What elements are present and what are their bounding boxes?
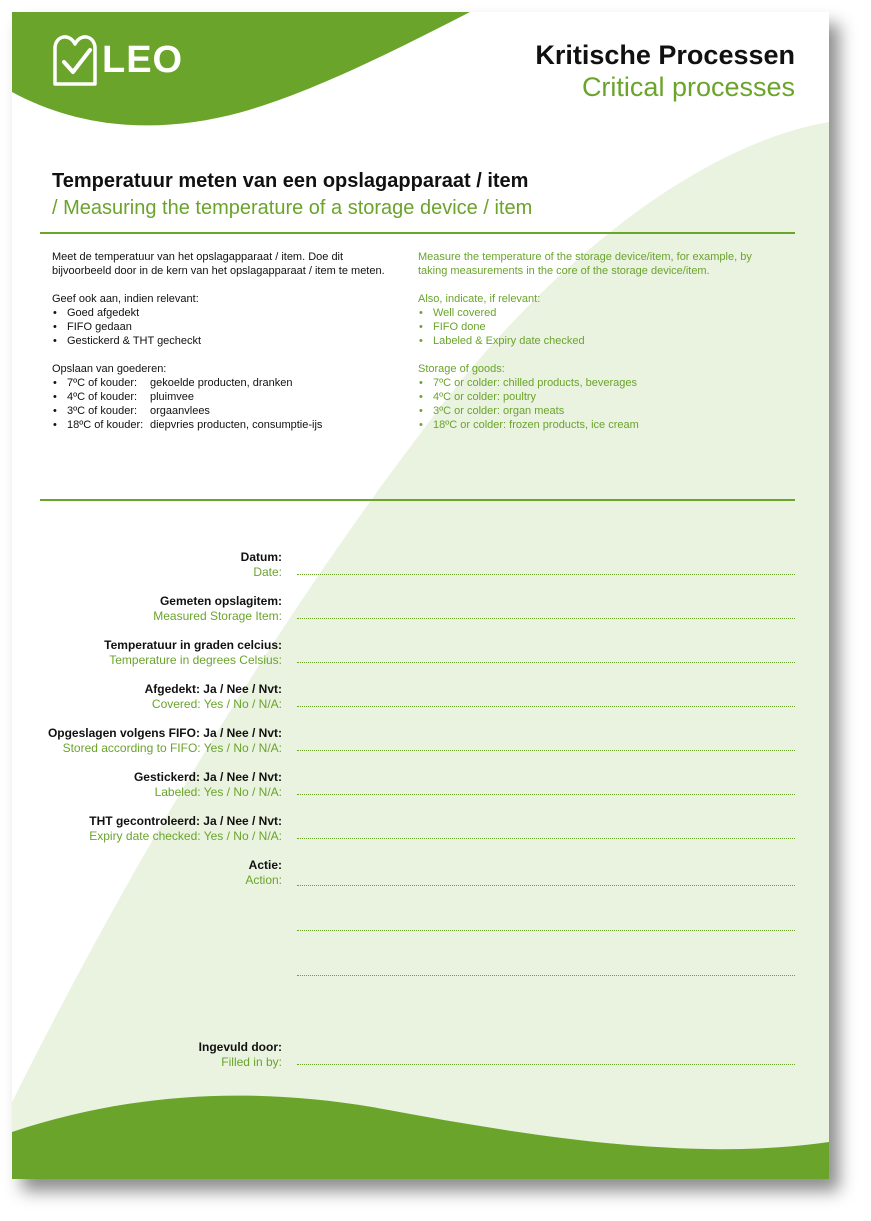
filled-in-by-entry-line[interactable] (297, 1064, 795, 1065)
list-item (52, 404, 402, 418)
checks-list (52, 306, 402, 348)
field-label-nl: Actie: (248, 858, 282, 872)
storage-temp: 18ºC of kouder: (67, 419, 144, 431)
list-item: • Gestickerd & THT gecheckt (52, 334, 402, 348)
instructions-nl (52, 250, 402, 446)
fifo-entry-line[interactable] (297, 750, 795, 751)
checks-heading: Also, indicate, if relevant: (418, 293, 541, 305)
checks-heading: Geef ook aan, indien relevant: (52, 293, 199, 305)
divider-top (40, 232, 795, 234)
instruction-paragraph: Measure the temperature of the storage device/item, for example, by taking measurements in the core of the storage device/item. (418, 251, 752, 277)
list-item: • 4ºC or colder: poultry (418, 390, 768, 404)
field-label (245, 858, 282, 888)
storage-desc: pluimvee (150, 391, 195, 403)
action-entry-line[interactable] (297, 930, 795, 931)
instructions-en (418, 250, 768, 446)
checks-list (418, 306, 768, 348)
storage-temp: 3ºC of kouder: (67, 405, 138, 417)
storage-heading: Storage of goods: (418, 363, 505, 375)
divider-middle (40, 499, 795, 501)
storage-heading: Opslaan van goederen: (52, 363, 167, 375)
list-item: • FIFO done (418, 320, 768, 334)
field-label-nl: Gestickerd: Ja / Nee / Nvt: (133, 770, 282, 784)
document-title-en: / Measuring the temperature of a storage device / item (52, 197, 533, 219)
list-item (52, 376, 402, 390)
list-item: • 3ºC or colder: organ meats (418, 404, 768, 418)
field-label (241, 550, 282, 580)
storage-desc: gekoelde producten, dranken (150, 377, 293, 389)
field-label-en: Temperature in degrees Celsius: (109, 653, 282, 667)
storage-desc: orgaanvlees (150, 405, 210, 417)
heart-check-icon (52, 34, 98, 86)
field-label-nl: Datum: (240, 550, 282, 564)
list-item (52, 390, 402, 404)
document-sheet (12, 12, 829, 1179)
instruction-paragraph: Meet de temperatuur van het opslagapparaat / item. Doe dit bijvoorbeeld door in de kern van het opslagapparaat / item te meten. (52, 251, 385, 277)
list-item (52, 418, 402, 432)
field-label (145, 682, 282, 712)
storage-desc: diepvries producten, consumptie-ijs (150, 419, 323, 431)
storage-temp: 4ºC of kouder: (67, 391, 138, 403)
leo-logo (52, 34, 183, 86)
list-item: • 18ºC or colder: frozen products, ice cream (418, 418, 768, 432)
field-label-en: Filled in by: (221, 1055, 282, 1069)
field-label-en: Expiry date checked: Yes / No / N/A: (89, 829, 282, 843)
expiry-entry-line[interactable] (297, 838, 795, 839)
covered-entry-line[interactable] (297, 706, 795, 707)
field-label-nl: Afgedekt: Ja / Nee / Nvt: (144, 682, 282, 696)
field-label-en: Date: (253, 565, 282, 579)
action-entry-line[interactable] (297, 885, 795, 886)
field-label-nl: Gemeten opslagitem: (159, 594, 282, 608)
field-label (134, 770, 282, 800)
logo-text: LEO (102, 38, 184, 81)
action-entry-line[interactable] (297, 975, 795, 976)
document-title-nl: Temperatuur meten van een opslagapparaat / item (52, 170, 529, 192)
header-title-nl: Kritische Processen (535, 40, 795, 70)
list-item: • 7ºC or colder: chilled products, beverages (418, 376, 768, 390)
field-label (153, 594, 282, 624)
field-label-en: Measured Storage Item: (153, 609, 282, 623)
field-label (89, 814, 282, 844)
storage-list (52, 376, 402, 432)
storage-temp: 7ºC of kouder: (67, 377, 138, 389)
list-item: • Goed afgedekt (52, 306, 402, 320)
storage-item-entry-line[interactable] (297, 618, 795, 619)
storage-list (418, 376, 768, 432)
temperature-entry-line[interactable] (297, 662, 795, 663)
field-label-nl: Ingevuld door: (198, 1040, 282, 1054)
field-label-nl: THT gecontroleerd: Ja / Nee / Nvt: (89, 814, 282, 828)
list-item: • FIFO gedaan (52, 320, 402, 334)
header-title-en: Critical processes (581, 72, 795, 102)
date-entry-line[interactable] (297, 574, 795, 575)
field-label (104, 638, 282, 668)
field-label-en: Stored according to FIFO: Yes / No / N/A: (62, 741, 282, 755)
list-item: • Well covered (418, 306, 768, 320)
field-label (199, 1040, 282, 1070)
labeled-entry-line[interactable] (297, 794, 795, 795)
field-label-en: Covered: Yes / No / N/A: (151, 697, 282, 711)
field-label-nl: Temperatuur in graden celcius: (104, 638, 282, 652)
field-label (48, 726, 282, 756)
field-label-en: Action: (245, 873, 282, 887)
field-label-nl: Opgeslagen volgens FIFO: Ja / Nee / Nvt: (47, 726, 282, 740)
field-label-en: Labeled: Yes / No / N/A: (154, 785, 282, 799)
list-item: • Labeled & Expiry date checked (418, 334, 768, 348)
